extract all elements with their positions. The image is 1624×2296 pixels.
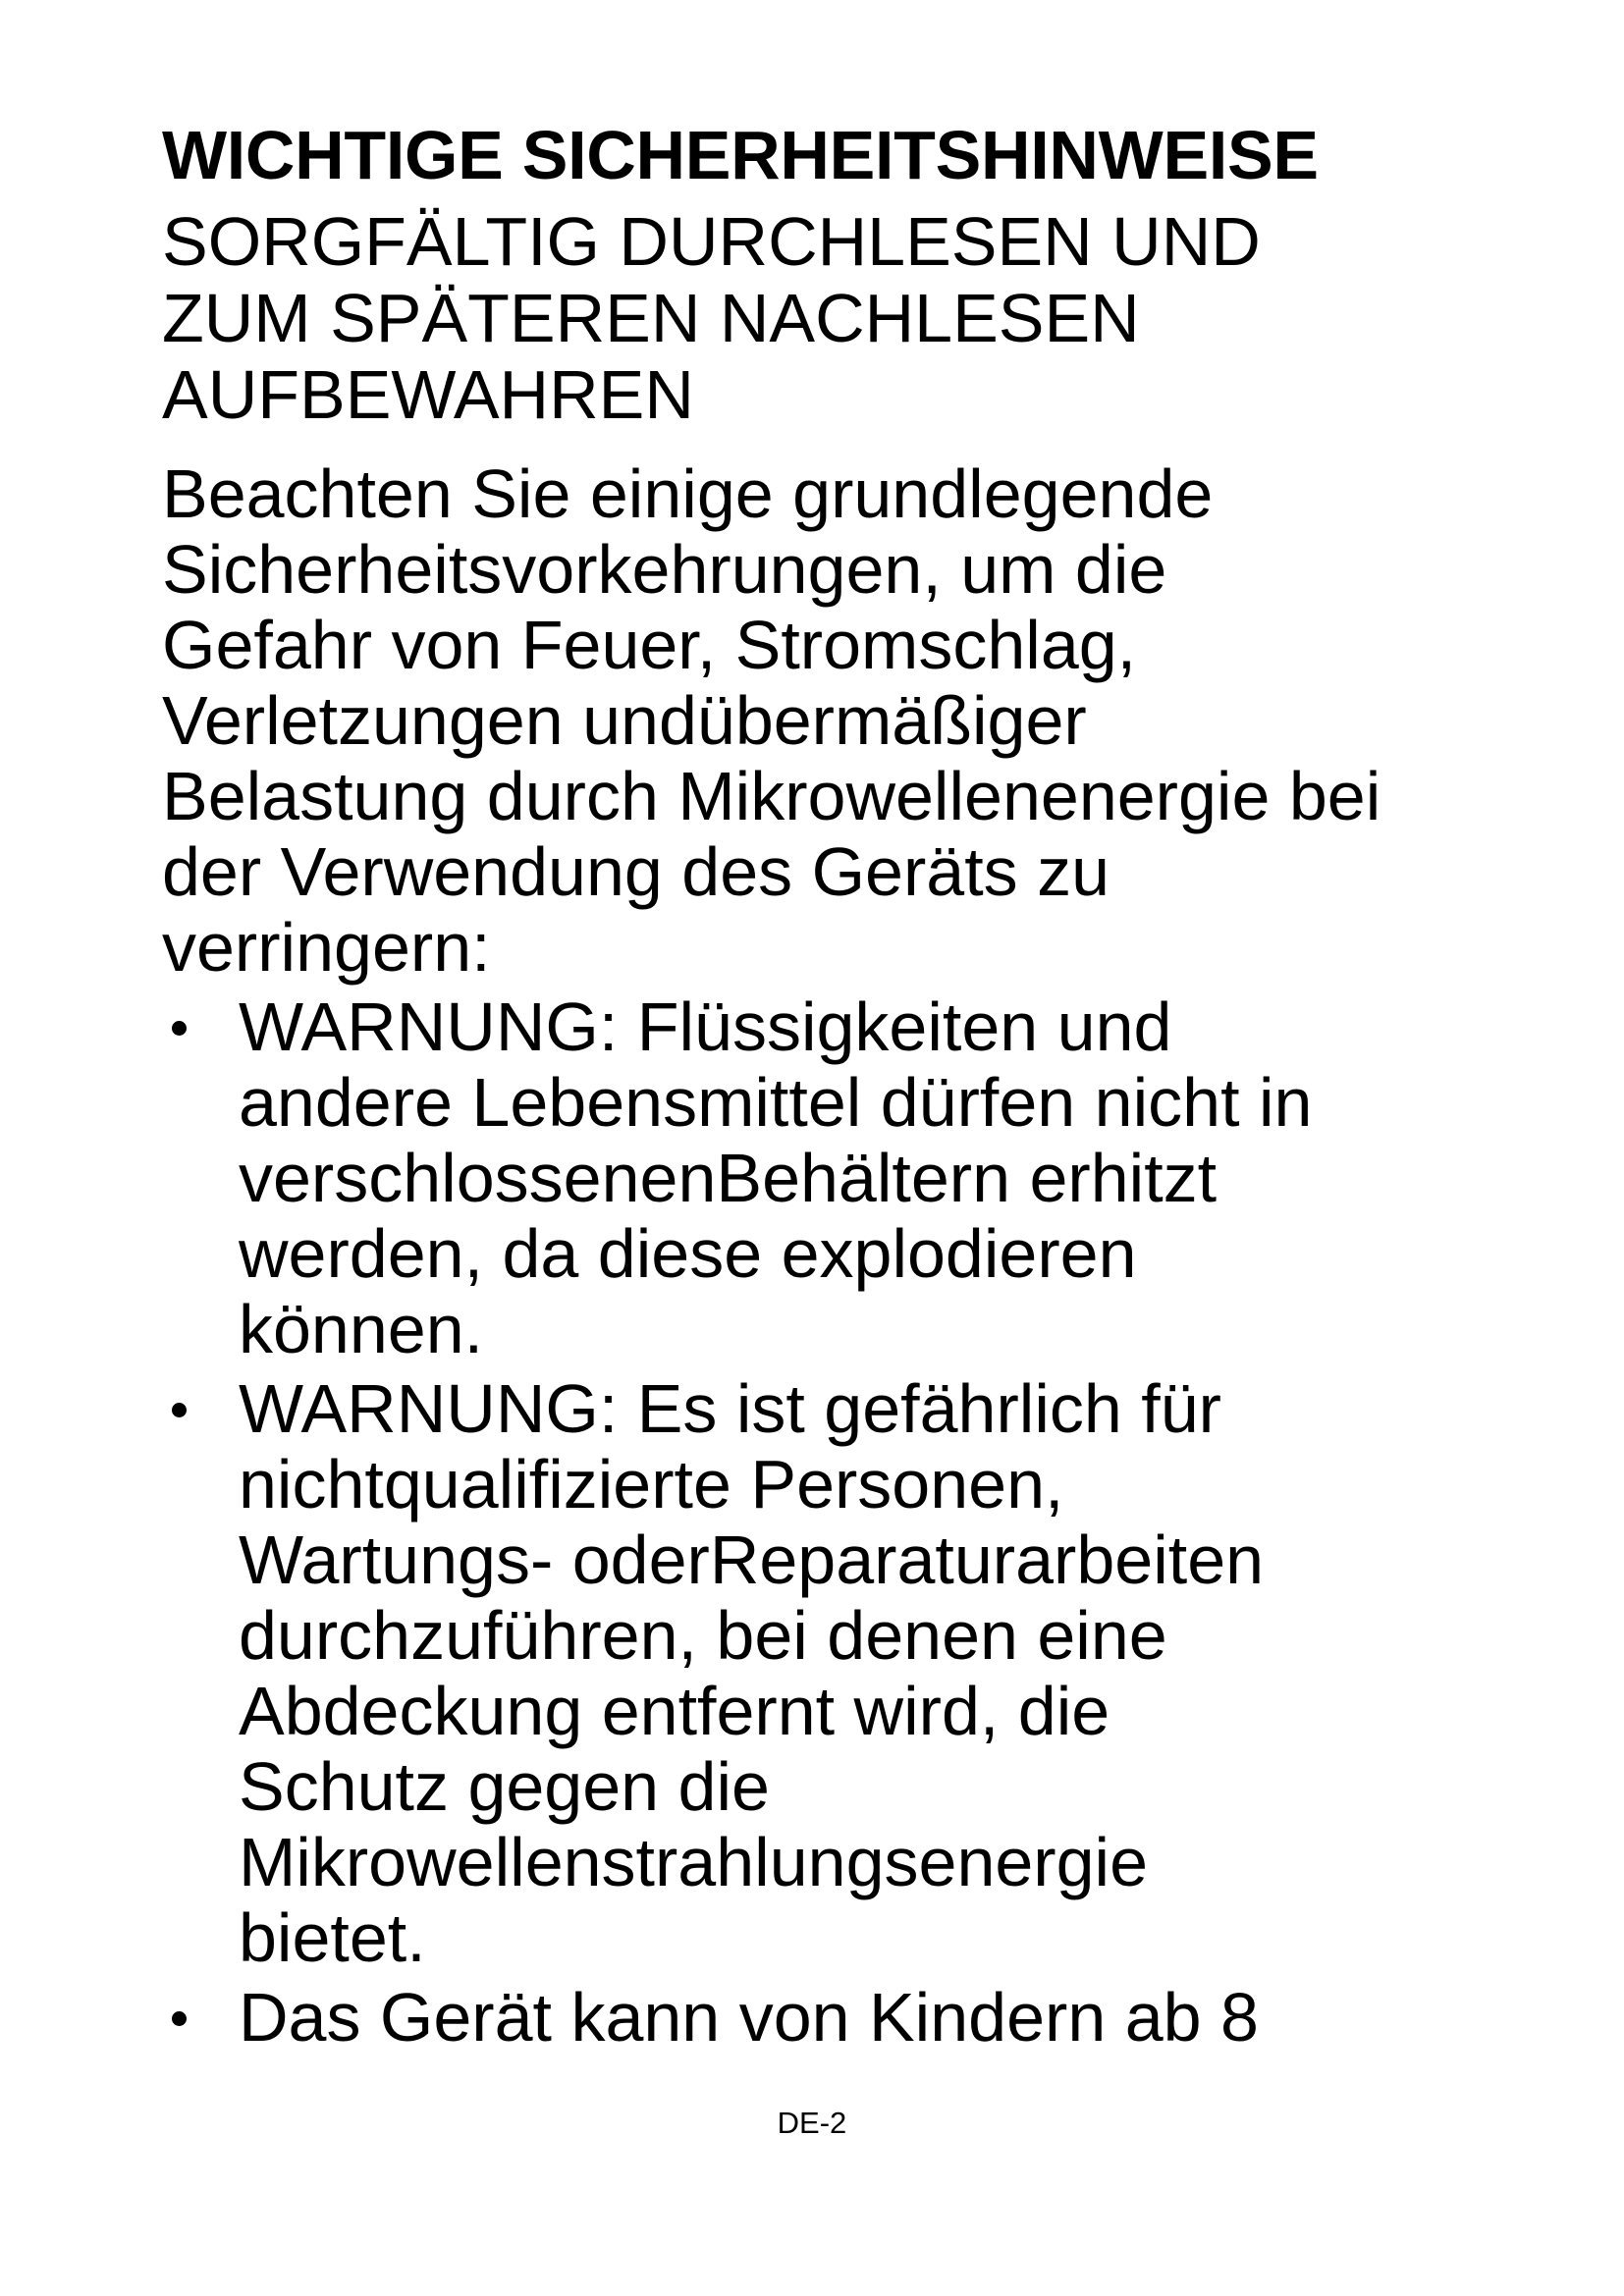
bullet-line: nichtqualifizierte Personen, xyxy=(239,1445,1064,1522)
bullet-line: bietet. xyxy=(239,1898,426,1976)
bullet-text xyxy=(239,1980,1517,2056)
bullet-line: WARNUNG: Es ist gefährlich für xyxy=(239,1369,1221,1447)
bullet-line: können. xyxy=(239,1290,484,1367)
subtitle xyxy=(162,203,1517,433)
bullet-line: andere Lebensmittel dürfen nicht in xyxy=(239,1063,1313,1141)
intro-line: Verletzungen undübermäßiger xyxy=(162,681,1087,759)
page-number: DE-2 xyxy=(777,2106,847,2140)
bullet-line: Wartungs- oderReparaturarbeiten xyxy=(239,1521,1265,1598)
bullet-line: Mikrowellenstrahlungsenergie xyxy=(239,1823,1149,1900)
intro-line: Gefahr von Feuer, Stromschlag, xyxy=(162,606,1137,683)
bullet-item-liquids-warning xyxy=(162,989,1517,1367)
bullet-line: Das Gerät kann von Kindern ab 8 xyxy=(239,1978,1259,2056)
intro-line: Beachten Sie einige grundlegende xyxy=(162,454,1214,532)
bullet-line: durchzuführen, bei denen eine xyxy=(239,1596,1167,1674)
bullet-text xyxy=(239,989,1517,1367)
bullet-dot-icon xyxy=(172,2011,187,2026)
safety-bullet-list xyxy=(162,989,1517,2056)
bullet-item-repair-warning xyxy=(162,1371,1517,1976)
intro-line: Belastung durch Mikrowellenenergie bei xyxy=(162,757,1381,834)
bullet-line: WARNUNG: Flüssigkeiten und xyxy=(239,988,1172,1065)
bullet-line: Abdeckung entfernt wird, die xyxy=(239,1672,1110,1749)
bullet-line: Schutz gegen die xyxy=(239,1747,770,1825)
page-title: WICHTIGE SICHERHEITSHINWEISE xyxy=(162,117,1319,193)
intro-line: Sicherheitsvorkehrungen, um die xyxy=(162,530,1167,608)
bullet-line: verschlossenenBehältern erhitzt xyxy=(239,1139,1218,1216)
bullet-line: werden, da diese explodieren xyxy=(239,1214,1137,1292)
bullet-text xyxy=(239,1371,1517,1976)
bullet-item-children xyxy=(162,1980,1517,2056)
bullet-dot-icon xyxy=(172,1021,187,1036)
subtitle-line: ZUM SPÄTEREN NACHLESEN xyxy=(162,279,1140,356)
document-page xyxy=(162,116,1517,2059)
subtitle-line: SORGFÄLTIG DURCHLESEN UND xyxy=(162,202,1261,280)
intro-line: verringern: xyxy=(162,908,491,986)
bullet-dot-icon xyxy=(172,1403,187,1417)
intro-paragraph xyxy=(162,456,1517,986)
intro-line: der Verwendung des Geräts zu xyxy=(162,832,1110,910)
subtitle-line: AUFBEWAHREN xyxy=(162,355,694,433)
